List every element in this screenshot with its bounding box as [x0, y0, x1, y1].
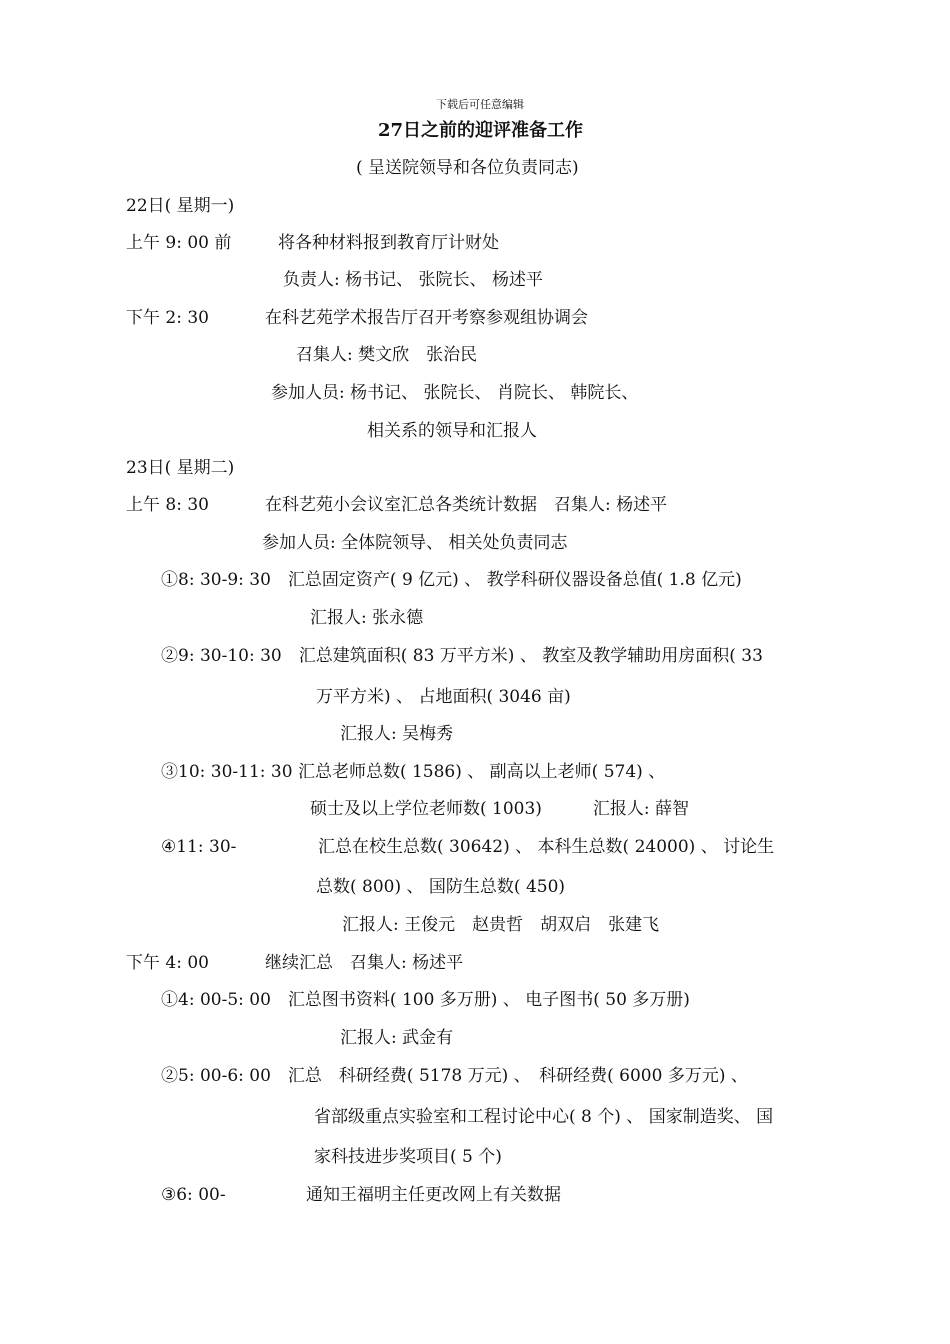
- pm-item3-time: ③6: 00-: [161, 1185, 226, 1205]
- pm-item2-line: ②5: 00-6: 00 汇总 科研经费( 5178 万元) 、 科研经费( 6000 多万元) 、: [161, 1066, 748, 1086]
- item2-line-cont: 万平方米) 、 占地面积( 3046 亩): [316, 687, 571, 707]
- item4-line-cont: 总数( 800) 、 国防生总数( 450): [316, 877, 566, 897]
- pm-item2-line-cont2: 家科技进步奖项目( 5 个): [314, 1147, 502, 1167]
- day23-pm-task: 继续汇总 召集人: 杨述平: [265, 953, 464, 973]
- item4-text: 汇总在校生总数( 30642) 、 本科生总数( 24000) 、 讨论生: [318, 837, 775, 857]
- pm-item2-line-cont: 省部级重点实验室和工程讨论中心( 8 个) 、 国家制造奖、 国: [314, 1107, 774, 1127]
- day23-am-task: 在科艺苑小会议室汇总各类统计数据 召集人: 杨述平: [265, 495, 668, 515]
- day22-am-task: 将各种材料报到教育厅计财处: [278, 233, 499, 253]
- item4-time: ④11: 30-: [161, 837, 237, 857]
- item3-line-cont: 硕士及以上学位老师数( 1003) 汇报人: 薛智: [310, 799, 690, 819]
- item3-line: ③10: 30-11: 30 汇总老师总数( 1586) 、 副高以上老师( 574) 、: [161, 762, 666, 782]
- document-title: 27日之前的迎评准备工作: [378, 120, 584, 141]
- day22-heading: 22日( 星期一): [126, 196, 235, 216]
- day22-pm-attendees-cont: 相关系的领导和汇报人: [367, 421, 537, 441]
- item1-reporter: 汇报人: 张永德: [310, 608, 424, 628]
- day23-am-attendees: 参加人员: 全体院领导、 相关处负责同志: [262, 533, 568, 553]
- pm-item1-reporter: 汇报人: 武金有: [340, 1028, 454, 1048]
- pm-item1-line: ①4: 00-5: 00 汇总图书资料( 100 多万册) 、 电子图书( 50 多万册): [161, 990, 690, 1010]
- day23-pm-time: 下午 4: 00: [126, 953, 209, 973]
- item2-reporter: 汇报人: 吴梅秀: [340, 724, 454, 744]
- day22-pm-time: 下午 2: 30: [126, 308, 209, 328]
- day22-pm-attendees: 参加人员: 杨书记、 张院长、 肖院长、 韩院长、: [271, 383, 639, 403]
- day22-am-time: 上午 9: 00 前: [126, 233, 232, 253]
- day22-pm-task: 在科艺苑学术报告厅召开考察参观组协调会: [265, 308, 588, 328]
- item1-line: ①8: 30-9: 30 汇总固定资产( 9 亿元) 、 教学科研仪器设备总值( 1.8 亿元): [161, 570, 742, 590]
- day23-am-time: 上午 8: 30: [126, 495, 209, 515]
- document-subtitle: ( 呈送院领导和各位负责同志): [356, 158, 579, 178]
- day22-am-owner: 负责人: 杨书记、 张院长、 杨述平: [283, 270, 543, 290]
- pm-item3-text: 通知王福明主任更改网上有关数据: [306, 1185, 561, 1205]
- header-note: 下载后可任意编辑: [436, 98, 524, 111]
- day23-heading: 23日( 星期二): [126, 458, 235, 478]
- item2-line: ②9: 30-10: 30 汇总建筑面积( 83 万平方米) 、 教室及教学辅助用房面积( 33: [161, 646, 763, 666]
- day22-pm-convener: 召集人: 樊文欣 张治民: [296, 345, 478, 365]
- item4-reporter: 汇报人: 王俊元 赵贵哲 胡双启 张建飞: [342, 915, 660, 935]
